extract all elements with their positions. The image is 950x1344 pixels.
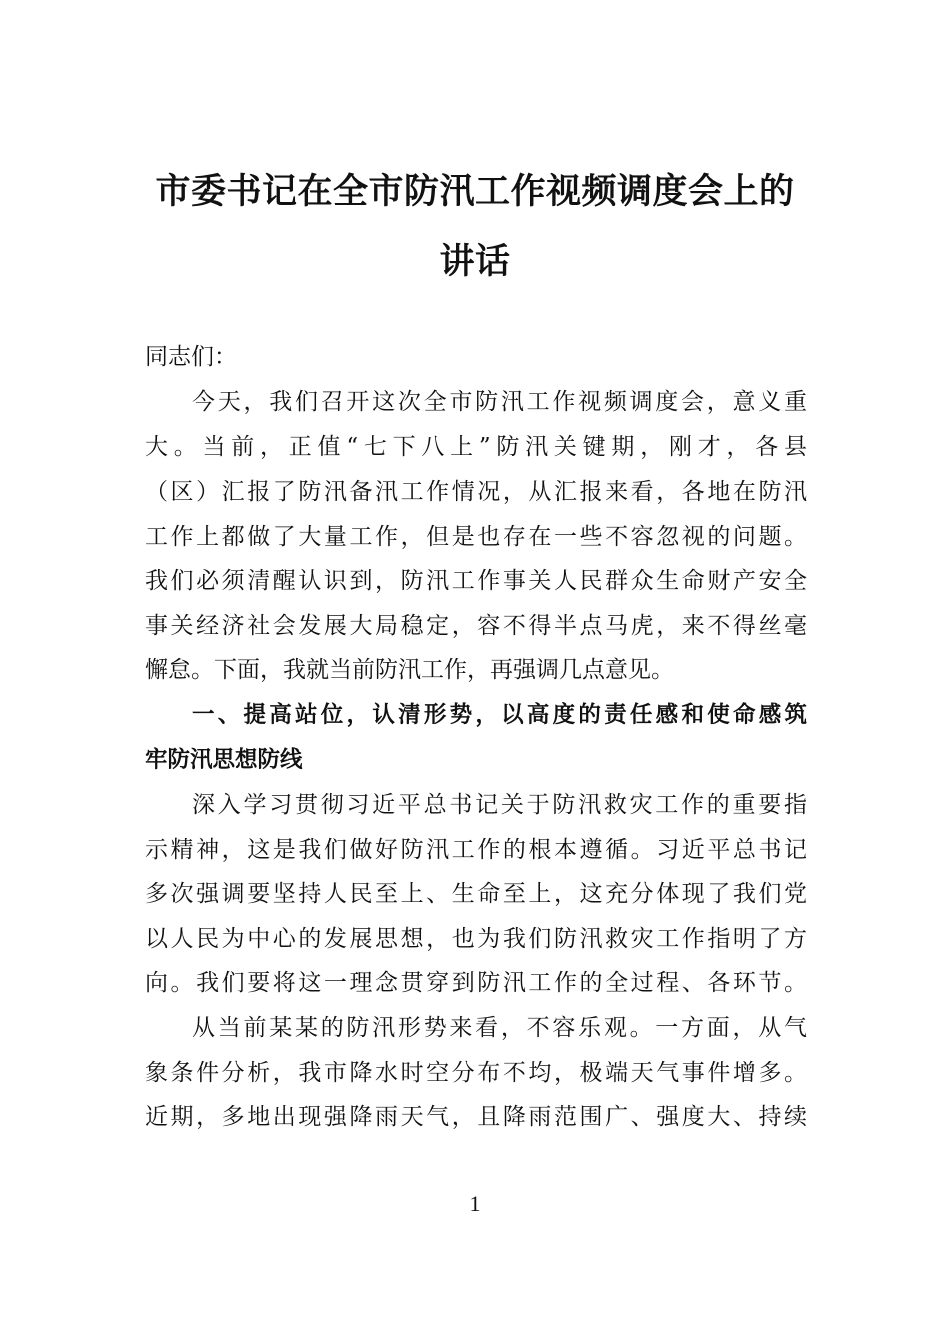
body-line: 大。当前，正值“七下八上”防汛关键期，刚才，各县 [145, 434, 807, 460]
body-line: 今天，我们召开这次全市防汛工作视频调度会，意义重 [192, 389, 807, 415]
body-line: 深入学习贯彻习近平总书记关于防汛救灾工作的重要指 [192, 792, 807, 818]
body-line: 多次强调要坚持人民至上、生命至上，这充分体现了我们党 [145, 881, 807, 907]
section-heading-line: 牢防汛思想防线 [145, 747, 303, 773]
body-line: 事关经济社会发展大局稳定，容不得半点马虎，来不得丝毫 [145, 613, 807, 639]
salutation: 同志们： [145, 344, 237, 370]
body-line: 以人民为中心的发展思想，也为我们防汛救灾工作指明了方 [145, 926, 807, 952]
body-line: 懈怠。下面，我就当前防汛工作，再强调几点意见。 [145, 657, 674, 683]
body-line: 示精神，这是我们做好防汛工作的根本遵循。习近平总书记 [145, 837, 807, 863]
body-line: 从当前某某的防汛形势来看，不容乐观。一方面，从气 [192, 1015, 807, 1041]
body-line: 象条件分析，我市降水时空分布不均，极端天气事件增多。 [145, 1060, 807, 1086]
section-heading-line: 一、提高站位，认清形势，以高度的责任感和使命感筑 [192, 702, 807, 728]
document-title-line-2: 讲话 [439, 242, 511, 282]
body-line: （区）汇报了防汛备汛工作情况，从汇报来看，各地在防汛 [145, 479, 807, 505]
body-line: 近期，多地出现强降雨天气，且降雨范围广、强度大、持续 [145, 1104, 807, 1130]
body-line: 工作上都做了大量工作，但是也存在一些不容忽视的问题。 [145, 524, 807, 550]
page-number: 1 [469, 1191, 481, 1216]
document-title-line-1: 市委书记在全市防汛工作视频调度会上的 [155, 172, 795, 212]
body-line: 向。我们要将这一理念贯穿到防汛工作的全过程、各环节。 [145, 970, 807, 996]
body-line: 我们必须清醒认识到，防汛工作事关人民群众生命财产安全 [145, 568, 807, 594]
